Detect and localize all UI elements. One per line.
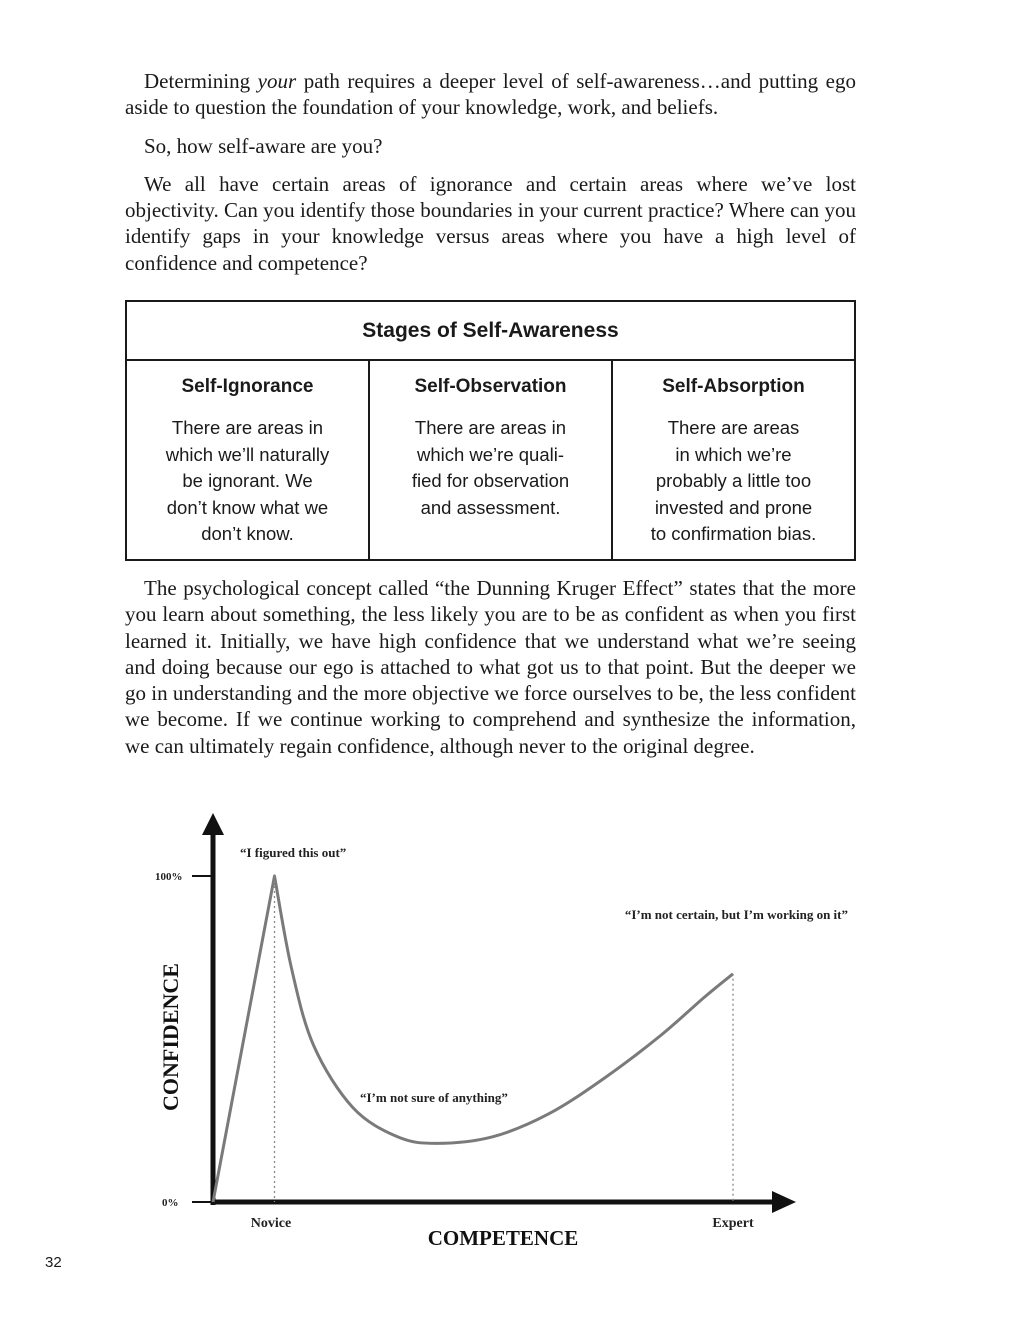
x-axis-arrow xyxy=(772,1191,796,1213)
emphasis-your: your xyxy=(257,69,297,93)
stage-self-observation xyxy=(368,361,611,559)
stages-table xyxy=(125,300,856,561)
annotation-working-on-it: “I’m not certain, but I’m working on it” xyxy=(624,907,848,922)
y-tick-label-100: 100% xyxy=(155,871,183,883)
paragraph-3: We all have certain areas of ignorance and certain areas where we’ve lost objectivity. Can you identify those boundaries in your current practice? Where can you identify gaps in your knowledge versus areas where you have a high level of confidence and competence? xyxy=(125,171,856,275)
annotation-not-sure: “I’m not sure of anything” xyxy=(360,1090,508,1105)
dunning-kruger-chart xyxy=(140,805,848,1255)
y-axis-label: CONFIDENCE xyxy=(158,963,183,1111)
chart-marks xyxy=(213,876,733,1202)
table-title: Stages of Self-Awareness xyxy=(127,302,854,361)
paragraph-4: The psychological concept called “the Dunning Kruger Effect” states that the more you learn about something, the less likely you are to be as confident as when you first learned it. Initially, we have high confidence that we understand what we’re seeing and doing because our ego is attached to what got us to that point. But the deeper we go in understanding and the more objective we force ourselves to be, the less confident we become. If we continue working to comprehend and synthesize the information, we can ultimately regain confidence, although never to the original degree. xyxy=(125,576,856,758)
x-tick-label-expert: Expert xyxy=(712,1216,754,1231)
body-text-top xyxy=(125,68,856,288)
x-axis-label: COMPETENCE xyxy=(427,1226,579,1250)
stage-body: There are areas in which we’re quali- fied for observation and assessment. xyxy=(411,417,570,518)
stage-body: There are areas in which we’re probably a little too invested and prone to confirmation bias. xyxy=(650,417,817,544)
stage-heading: Self-Ignorance xyxy=(181,376,314,397)
stage-heading: Self-Absorption xyxy=(662,376,805,397)
x-tick-label-novice: Novice xyxy=(250,1216,292,1231)
body-text-bottom xyxy=(125,575,856,759)
stage-self-absorption xyxy=(611,361,854,559)
stage-heading: Self-Observation xyxy=(414,376,567,397)
paragraph-2: So, how self-aware are you? xyxy=(144,133,383,158)
y-tick-label-0: 0% xyxy=(162,1197,179,1209)
paragraph-1 xyxy=(125,68,856,121)
page-number: 32 xyxy=(45,1254,62,1271)
chart-axes xyxy=(192,813,796,1213)
stage-self-ignorance xyxy=(127,361,368,559)
table-columns xyxy=(127,361,854,559)
confidence-curve xyxy=(213,876,733,1202)
annotation-figured-out: “I figured this out” xyxy=(240,845,347,860)
y-axis-arrow xyxy=(202,813,224,835)
stage-body: There are areas in which we’ll naturally be ignorant. We don’t know what we don’t know. xyxy=(165,417,330,544)
paragraph-1-start: Determining xyxy=(144,69,258,93)
paragraph-1-end: path requires a deeper level of self-awareness…and putting ego aside to question the foundation of your knowledge, work, and beliefs. xyxy=(125,69,856,120)
